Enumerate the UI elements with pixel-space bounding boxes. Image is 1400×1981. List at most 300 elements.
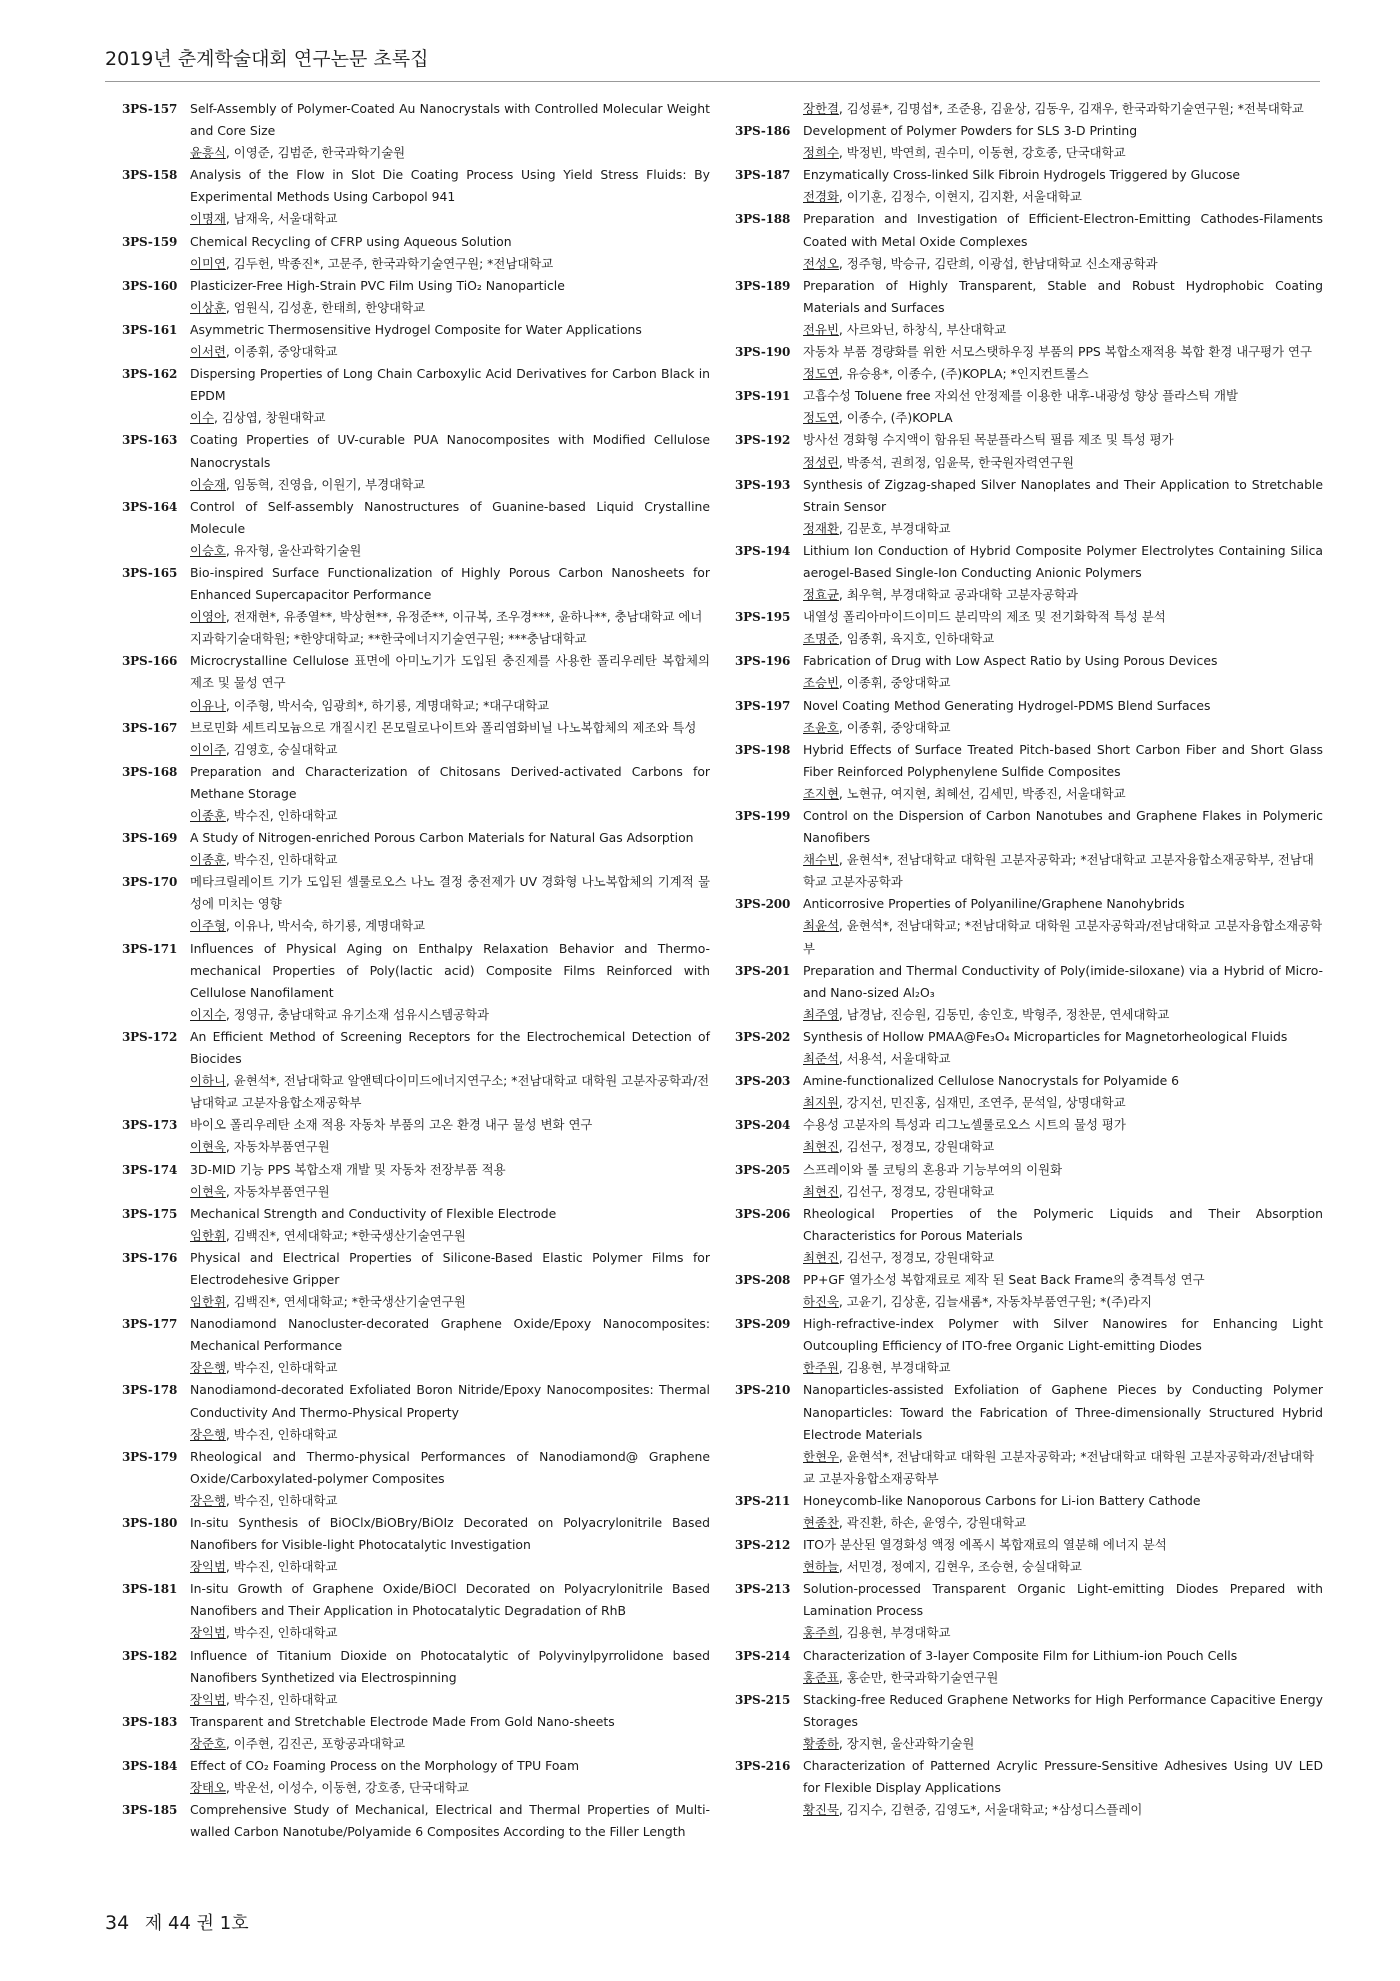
entry-authors [803, 849, 1323, 893]
entry-authors [190, 341, 710, 363]
entry-id: 3PS-214 [735, 1648, 791, 1663]
entry-title: Preparation and Thermal Conductivity of Poly(imide-siloxane) via a Hybrid of Micro- and Nano-sized Al₂O₃ [803, 962, 1323, 1000]
entry-title: Self-Assembly of Polymer-Coated Au Nanocrystals with Controlled Molecular Weight and Core Size [190, 101, 710, 139]
entry-id: 3PS-188 [735, 212, 791, 227]
entry-id: 3PS-206 [735, 1206, 791, 1221]
entry-id: 3PS-163 [122, 433, 178, 448]
entry-id: 3PS-197 [735, 698, 791, 713]
abstract-entry [122, 1159, 710, 1203]
presenting-author: 이이주 [190, 741, 226, 757]
co-authors-affiliation: , 윤현석*, 전남대학교; *전남대학교 대학원 고분자공학과/전남대학교 고분자융합소재공학부 [803, 918, 1323, 956]
co-authors-affiliation: , 김영호, 숭실대학교 [225, 741, 338, 757]
entry-id: 3PS-165 [122, 565, 178, 580]
co-authors-affiliation: , 노현규, 여지현, 최혜선, 김세민, 박종진, 서울대학교 [838, 785, 1126, 801]
presenting-author: 홍준표 [803, 1669, 839, 1685]
entry-authors [190, 1136, 710, 1158]
entry-title: 3D-MID 기능 PPS 복합소재 개발 및 자동차 전장부품 적용 [190, 1161, 506, 1177]
entry-authors [803, 1667, 1323, 1689]
abstract-entry [735, 650, 1323, 694]
abstract-entry [735, 120, 1323, 164]
entry-authors [190, 1424, 710, 1446]
entry-title: In-situ Synthesis of BiOClx/BiOBry/BiOIz Decorated on Polyacrylonitrile Based Nanofibers for Visible-light Photocatalytic Investigation [190, 1515, 710, 1553]
entry-authors [190, 1004, 710, 1026]
presenting-author: 정효균 [803, 587, 839, 603]
entry-title: Analysis of the Flow in Slot Die Coating Process Using Yield Stress Fluids: By Experimental Methods Using Carbopol 941 [190, 167, 710, 205]
co-authors-affiliation: , 강지선, 민진홍, 심재민, 조연주, 문석일, 상명대학교 [838, 1095, 1126, 1111]
presenting-author: 조지현 [803, 785, 839, 801]
abstract-entry [735, 739, 1323, 805]
entry-id: 3PS-180 [122, 1516, 178, 1530]
presenting-author: 최현진 [803, 1249, 839, 1265]
co-authors-affiliation: , 전재현*, 유종열**, 박상현**, 유정준**, 이규복, 조우경***, 윤하나**, 충남대학교 에너지과학기술대학원; *한양대학교; **한국에너지기술연구원; ***충남대학교 [190, 609, 703, 647]
abstract-entry [122, 231, 710, 275]
entry-authors [190, 1689, 710, 1711]
entry-id: 3PS-185 [122, 1803, 178, 1818]
co-authors-affiliation: , 박수진, 인하대학교 [225, 1360, 338, 1376]
entry-authors [803, 1181, 1323, 1203]
entry-authors [190, 142, 710, 164]
abstract-entry [735, 385, 1323, 429]
entry-id: 3PS-179 [122, 1449, 178, 1464]
co-authors-affiliation: , 이주현, 김진곤, 포항공과대학교 [225, 1735, 406, 1751]
co-authors-affiliation: , 이종수, (주)KOPLA [838, 410, 953, 426]
page-footer [105, 1909, 249, 1935]
entry-authors [803, 1446, 1323, 1490]
entry-id: 3PS-176 [122, 1250, 178, 1265]
abstract-entry [122, 429, 710, 495]
co-authors-affiliation: , 박수진, 인하대학교 [225, 1426, 338, 1442]
co-authors-affiliation: , 사르와닌, 하창식, 부산대학교 [838, 321, 1007, 337]
entry-authors [190, 1622, 710, 1644]
co-authors-affiliation: , 홍순만, 한국과학기술연구원 [838, 1669, 999, 1685]
entry-authors [190, 1291, 710, 1313]
entry-id: 3PS-192 [735, 433, 791, 448]
co-authors-affiliation: , 서민경, 정예지, 김현우, 조승현, 숭실대학교 [838, 1559, 1082, 1575]
abstract-entry [735, 1203, 1323, 1269]
co-authors-affiliation: , 이종휘, 중앙대학교 [838, 719, 951, 735]
entry-id: 3PS-209 [735, 1317, 791, 1332]
entry-id: 3PS-174 [122, 1162, 178, 1177]
entry-title: Development of Polymer Powders for SLS 3-D Printing [803, 123, 1138, 139]
entry-id: 3PS-204 [735, 1118, 791, 1133]
entry-authors [803, 717, 1323, 739]
entry-authors [803, 783, 1323, 805]
co-authors-affiliation: , 곽진환, 하손, 윤영수, 강원대학교 [838, 1515, 1027, 1530]
entry-title: Characterization of Patterned Acrylic Pressure-Sensitive Adhesives Using UV LED for Flexible Display Applications [803, 1758, 1323, 1796]
abstract-entry [735, 1490, 1323, 1534]
entry-id: 3PS-172 [122, 1029, 178, 1044]
entry-title: PP+GF 열가소성 복합재료로 제작 된 Seat Back Frame의 충격특성 연구 [803, 1271, 1205, 1287]
presenting-author: 전성오 [803, 255, 839, 271]
right-column [735, 98, 1323, 1821]
entry-title: Dispersing Properties of Long Chain Carboxylic Acid Derivatives for Carbon Black in EPDM [190, 366, 710, 404]
abstract-entry [735, 606, 1323, 650]
entry-title: ITO가 분산된 열경화성 액정 에폭시 복합재료의 열분해 에너지 분석 [803, 1537, 1167, 1553]
abstract-entry [735, 1755, 1323, 1821]
co-authors-affiliation: , 김선구, 정경모, 강원대학교 [838, 1249, 995, 1265]
entry-authors [190, 739, 710, 761]
presenting-author: 이승재 [190, 476, 226, 492]
entry-id: 3PS-182 [122, 1648, 178, 1663]
left-column [122, 98, 710, 1843]
entry-id: 3PS-164 [122, 499, 178, 514]
volume-label: 제 44 권 1호 [144, 1913, 249, 1934]
entry-id: 3PS-187 [735, 168, 791, 183]
abstract-entry [122, 650, 710, 716]
presenting-author: 조명준 [803, 631, 839, 647]
abstract-entry [122, 496, 710, 562]
entry-authors [803, 628, 1323, 650]
entry-authors [803, 1733, 1323, 1755]
entry-id: 3PS-195 [735, 610, 791, 625]
entry-authors [803, 1004, 1323, 1026]
entry-authors [190, 253, 710, 275]
entry-id: 3PS-157 [122, 102, 178, 116]
entry-id: 3PS-158 [122, 168, 178, 183]
entry-id: 3PS-199 [735, 809, 791, 823]
abstract-entry [735, 341, 1323, 385]
co-authors-affiliation: , 자동차부품연구원 [225, 1139, 330, 1155]
entry-title: 수용성 고분자의 특성과 리그노셀룰로오스 시트의 물성 평가 [803, 1117, 1126, 1133]
co-authors-affiliation: , 임종휘, 육지호, 인하대학교 [838, 631, 995, 647]
abstract-entry [122, 1379, 710, 1445]
abstract-entry [122, 1247, 710, 1313]
entry-title: Bio-inspired Surface Functionalization of Highly Porous Carbon Nanosheets for Enhanced Supercapacitor Performance [190, 564, 710, 603]
co-authors-affiliation: , 이주형, 박서숙, 임광희*, 하기룡, 계명대학교; *대구대학교 [225, 697, 550, 713]
presenting-author: 정희수 [803, 145, 839, 161]
entry-authors [803, 98, 1323, 120]
entry-authors [190, 606, 710, 650]
entry-authors [803, 1048, 1323, 1070]
abstract-entry [122, 1578, 710, 1644]
entry-id: 3PS-167 [122, 720, 178, 735]
entry-authors [803, 186, 1323, 208]
abstract-entry [735, 960, 1323, 1026]
entry-id: 3PS-193 [735, 477, 791, 492]
co-authors-affiliation: , 김지수, 김현중, 김영도*, 서울대학교; *삼성디스플레이 [838, 1802, 1143, 1818]
presenting-author: 정도연 [803, 410, 839, 426]
entry-authors [803, 1512, 1323, 1534]
abstract-entry [735, 1689, 1323, 1755]
presenting-author: 정재환 [803, 520, 839, 536]
co-authors-affiliation: , 박운선, 이성수, 이동현, 강호종, 단국대학교 [225, 1780, 469, 1796]
co-authors-affiliation: , 이유나, 박서숙, 하기룡, 계명대학교 [225, 918, 426, 934]
abstract-entry [735, 1269, 1323, 1313]
presenting-author: 장익범 [190, 1559, 226, 1575]
presenting-author: 한주원 [803, 1360, 839, 1376]
co-authors-affiliation: , 남경남, 진승원, 김동민, 송인호, 박형주, 정찬문, 연세대학교 [838, 1006, 1170, 1022]
entry-title: Transparent and Stretchable Electrode Made From Gold Nano-sheets [190, 1713, 615, 1729]
entry-authors [190, 208, 710, 230]
abstract-entry [735, 1645, 1323, 1689]
presenting-author: 최윤석 [803, 918, 839, 934]
entry-authors [803, 142, 1323, 164]
entry-authors [803, 1357, 1323, 1379]
co-authors-affiliation: , 김선구, 정경모, 강원대학교 [838, 1139, 995, 1155]
entry-id: 3PS-171 [122, 941, 178, 956]
presenting-author: 이하니 [190, 1073, 226, 1089]
entry-id: 3PS-215 [735, 1692, 791, 1707]
entry-id: 3PS-201 [735, 963, 791, 978]
presenting-author: 한현우 [803, 1448, 839, 1464]
entry-title: Nanodiamond Nanocluster-decorated Graphene Oxide/Epoxy Nanocomposites: Mechanical Performance [190, 1316, 710, 1354]
entry-authors [190, 1357, 710, 1379]
entry-authors [803, 1556, 1323, 1578]
entry-title: 내열성 폴리아마이드이미드 분리막의 제조 및 전기화학적 특성 분석 [803, 609, 1166, 625]
co-authors-affiliation: , 유자형, 울산과학기술원 [225, 542, 362, 558]
abstract-entry [122, 1114, 710, 1158]
entry-authors [190, 915, 710, 937]
abstract-entry [735, 429, 1323, 473]
presenting-author: 이현욱 [190, 1139, 226, 1155]
presenting-author: 이승호 [190, 542, 226, 558]
entry-title: Synthesis of Hollow PMAA@Fe₃O₄ Microparticles for Magnetorheological Fluids [803, 1028, 1288, 1044]
entry-authors [190, 1777, 710, 1799]
page-number: 34 [105, 1912, 130, 1934]
entry-id: 3PS-212 [735, 1538, 791, 1553]
abstract-entry [735, 1313, 1323, 1379]
entry-title: Amine-functionalized Cellulose Nanocrystals for Polyamide 6 [803, 1073, 1180, 1089]
presenting-author: 장은행 [190, 1492, 226, 1508]
entry-authors [190, 849, 710, 871]
presenting-author: 정성린 [803, 454, 839, 470]
entry-authors [190, 1181, 710, 1203]
co-authors-affiliation: , 박정빈, 박연희, 권수미, 이동현, 강호종, 단국대학교 [838, 145, 1126, 161]
presenting-author: 장한결 [803, 101, 839, 116]
co-authors-affiliation: , 김성륜*, 김명섭*, 조준용, 김윤상, 김동우, 김재우, 한국과학기술연구원; *전북대학교 [838, 101, 1304, 116]
co-authors-affiliation: , 박수진, 인하대학교 [225, 808, 338, 823]
entry-title: Nanodiamond-decorated Exfoliated Boron Nitride/Epoxy Nanocomposites: Thermal Conductivity And Thermo-Physical Property [190, 1382, 710, 1420]
entry-title: 자동차 부품 경량화를 위한 서모스탯하우징 부품의 PPS 복합소재적용 복합 환경 내구평가 연구 [803, 344, 1312, 360]
entry-title: Synthesis of Zigzag-shaped Silver Nanoplates and Their Application to Stretchable Strain Sensor [803, 476, 1323, 514]
entry-title: Honeycomb-like Nanoporous Carbons for Li-ion Battery Cathode [803, 1492, 1201, 1508]
entry-title: Solution-processed Transparent Organic Light-emitting Diodes Prepared with Lamination Process [803, 1581, 1323, 1619]
co-authors-affiliation: , 이종휘, 중앙대학교 [225, 344, 338, 360]
entry-authors [803, 915, 1323, 959]
entry-title: An Efficient Method of Screening Receptors for the Electrochemical Detection of Biocides [190, 1028, 710, 1067]
entry-title: 메타크릴레이트 기가 도입된 셀룰로오스 나노 결정 충전제가 UV 경화형 나노복합체의 기계적 물성에 미치는 영향 [190, 874, 710, 912]
presenting-author: 이현욱 [190, 1183, 226, 1199]
entry-title: Physical and Electrical Properties of Silicone-Based Elastic Polymer Films for Electrodehesive Gripper [190, 1249, 710, 1287]
entry-id: 3PS-168 [122, 764, 178, 779]
abstract-entry [122, 1711, 710, 1755]
abstract-entry [122, 1799, 710, 1843]
presenting-author: 이주형 [190, 918, 226, 934]
entry-id: 3PS-190 [735, 345, 791, 360]
entry-title: High-refractive-index Polymer with Silver Nanowires for Enhancing Light Outcoupling Efficiency of ITO-free Organic Light-emitting Diodes [803, 1316, 1323, 1354]
abstract-entry [735, 1578, 1323, 1644]
abstract-entry [735, 805, 1323, 893]
entry-title: Chemical Recycling of CFRP using Aqueous Solution [190, 233, 512, 249]
entry-authors [190, 1225, 710, 1247]
entry-title: Rheological and Thermo-physical Performances of Nanodiamond@ Graphene Oxide/Carboxylated-polymer Composites [190, 1448, 710, 1486]
entry-authors [803, 584, 1323, 606]
abstract-entry [735, 1379, 1323, 1489]
co-authors-affiliation: , 김문호, 부경대학교 [838, 520, 951, 536]
entry-authors [803, 518, 1323, 540]
co-authors-affiliation: , 정주형, 박승규, 김란희, 이광섭, 한남대학교 신소재공학과 [838, 255, 1158, 271]
entry-authors [803, 452, 1323, 474]
abstract-entry [122, 1446, 710, 1512]
entry-id: 3PS-189 [735, 278, 791, 293]
abstract-entry [735, 1070, 1323, 1114]
co-authors-affiliation: , 박수진, 인하대학교 [225, 852, 338, 868]
co-authors-affiliation: , 서용석, 서울대학교 [838, 1051, 951, 1067]
entry-title: Control on the Dispersion of Carbon Nanotubes and Graphene Flakes in Polymeric Nanofibers [803, 808, 1323, 846]
co-authors-affiliation: , 박종석, 권희정, 임윤묵, 한국원자력연구원 [838, 454, 1074, 470]
entry-id: 3PS-186 [735, 124, 791, 139]
entry-title: Coating Properties of UV-curable PUA Nanocomposites with Modified Cellulose Nanocrystals [190, 432, 710, 470]
entry-title: Nanoparticles-assisted Exfoliation of Gaphene Pieces by Conducting Polymer Nanoparticles: Toward the Fabrication of Three-dimensionally Structured Hybrid Electrode Materials [803, 1382, 1323, 1442]
entry-title: 브로민화 세트리모늄으로 개질시킨 몬모릴로나이트와 폴리염화비닐 나노복합체의 제조와 특성 [190, 719, 697, 735]
presenting-author: 채수빈 [803, 852, 839, 868]
entry-title: Stacking-free Reduced Graphene Networks for High Performance Capacitive Energy Storages [803, 1691, 1323, 1729]
entry-authors [803, 1291, 1323, 1313]
entry-title: Effect of CO₂ Foaming Process on the Morphology of TPU Foam [190, 1758, 580, 1774]
entry-id: 3PS-159 [122, 234, 178, 249]
presenting-author: 황종하 [803, 1735, 839, 1751]
presenting-author: 장준호 [190, 1735, 226, 1751]
entry-title: 방사선 경화형 수지액이 함유된 목분플라스틱 필름 제조 및 특성 평가 [803, 432, 1174, 448]
co-authors-affiliation: , 엄원식, 김성훈, 한태희, 한양대학교 [225, 299, 426, 315]
entry-title: Preparation and Investigation of Efficient-Electron-Emitting Cathodes-Filaments Coated with Metal Oxide Complexes [803, 211, 1323, 249]
entry-authors [803, 319, 1323, 341]
entry-title: Mechanical Strength and Conductivity of Flexible Electrode [190, 1205, 557, 1221]
presenting-author: 장태오 [190, 1780, 226, 1796]
entry-authors [803, 253, 1323, 275]
entry-id: 3PS-177 [122, 1317, 178, 1332]
presenting-author: 전유빈 [803, 321, 839, 337]
co-authors-affiliation: , 임동혁, 진영읍, 이원기, 부경대학교 [225, 476, 426, 492]
co-authors-affiliation: , 김용현, 부경대학교 [838, 1360, 951, 1376]
presenting-author: 이종훈 [190, 852, 226, 868]
presenting-author: 최현진 [803, 1139, 839, 1155]
entry-title: Comprehensive Study of Mechanical, Electrical and Thermal Properties of Multi-walled Carbon Nanotube/Polyamide 6 Composites According to the Filler Length [190, 1802, 710, 1840]
entry-id: 3PS-198 [735, 742, 791, 757]
co-authors-affiliation: , 박수진, 인하대학교 [225, 1691, 338, 1707]
presenting-author: 최지원 [803, 1095, 839, 1111]
abstract-entry [735, 1534, 1323, 1578]
co-authors-affiliation: , 윤현석*, 전남대학교 대학원 고분자공학과; *전남대학교 대학원 고분자공학과/전남대학교 고분자융합소재공학부 [803, 1448, 1315, 1486]
abstract-entry [122, 1313, 710, 1379]
entry-authors [803, 1622, 1323, 1644]
abstract-entry [122, 562, 710, 650]
header-title: 2019년 춘계학술대회 연구논문 초록집 [105, 48, 429, 70]
presenting-author: 이유나 [190, 697, 226, 713]
presenting-author: 홍주희 [803, 1625, 839, 1641]
co-authors-affiliation: , 이종휘, 중앙대학교 [838, 675, 951, 691]
abstract-entry [735, 540, 1323, 606]
entry-title: In-situ Growth of Graphene Oxide/BiOCl Decorated on Polyacrylonitrile Based Nanofibers and Their Application in Photocatalytic Degradation of RhB [190, 1581, 710, 1619]
abstract-entry [735, 164, 1323, 208]
entry-authors [803, 363, 1323, 385]
entry-id: 3PS-183 [122, 1714, 178, 1729]
abstract-entry [735, 474, 1323, 540]
presenting-author: 이영아 [190, 609, 226, 625]
entry-title: Hybrid Effects of Surface Treated Pitch-based Short Carbon Fiber and Short Glass Fiber Reinforced Polyphenylene Sulfide Composites [803, 741, 1323, 779]
entry-title: Influence of Titanium Dioxide on Photocatalytic of Polyvinylpyrrolidone based Nanofibers Synthetized via Electrospinning [190, 1647, 710, 1685]
entry-title: Anticorrosive Properties of Polyaniline/Graphene Nanohybrids [803, 896, 1185, 912]
entry-authors [803, 1092, 1323, 1114]
entry-id: 3PS-181 [122, 1582, 178, 1597]
entry-authors [190, 407, 710, 429]
co-authors-affiliation: , 김두헌, 박종진*, 고문주, 한국과학기술연구원; *전남대학교 [225, 255, 554, 271]
entry-authors [803, 1136, 1323, 1158]
co-authors-affiliation: , 남재욱, 서울대학교 [225, 211, 338, 227]
abstract-entry [735, 275, 1323, 341]
entry-id: 3PS-178 [122, 1383, 178, 1398]
entry-id: 3PS-210 [735, 1383, 791, 1398]
entry-authors [803, 407, 1323, 429]
abstract-entry [735, 208, 1323, 274]
entry-title: Preparation and Characterization of Chitosans Derived-activated Carbons for Methane Storage [190, 763, 710, 801]
entry-id: 3PS-202 [735, 1029, 791, 1044]
presenting-author: 장은행 [190, 1360, 226, 1376]
entry-title: Rheological Properties of the Polymeric Liquids and Their Absorption Characteristics for Porous Materials [803, 1205, 1323, 1243]
abstract-entry [122, 1203, 710, 1247]
presenting-author: 최주영 [803, 1006, 839, 1022]
entry-title: Microcrystalline Cellulose 표면에 아미노기가 도입된 충진제를 사용한 폴리우레탄 복합체의 제조 및 물성 연구 [190, 653, 710, 691]
presenting-author: 최준석 [803, 1051, 839, 1067]
entry-id: 3PS-200 [735, 897, 791, 912]
entry-authors [190, 297, 710, 319]
presenting-author: 정도연 [803, 366, 839, 382]
presenting-author: 장익범 [190, 1625, 226, 1641]
co-authors-affiliation: , 유승용*, 이종수, (주)KOPLA; *인지컨트롤스 [838, 366, 1089, 382]
co-authors-affiliation: , 김백진*, 연세대학교; *한국생산기술연구원 [225, 1294, 466, 1310]
presenting-author: 장익범 [190, 1691, 226, 1707]
entry-id: 3PS-196 [735, 654, 791, 669]
entry-title: A Study of Nitrogen-enriched Porous Carbon Materials for Natural Gas Adsorption [190, 830, 694, 846]
abstract-entry [735, 1159, 1323, 1203]
presenting-author: 장은행 [190, 1426, 226, 1442]
entry-authors [190, 1070, 710, 1114]
co-authors-affiliation: , 이영준, 김범준, 한국과학기술원 [225, 145, 406, 161]
co-authors-affiliation: , 김상엽, 창원대학교 [213, 410, 326, 426]
entry-id: 3PS-191 [735, 389, 791, 404]
presenting-author: 현종찬 [803, 1515, 839, 1530]
entry-id: 3PS-184 [122, 1759, 178, 1774]
entry-authors [190, 1556, 710, 1578]
presenting-author: 조승빈 [803, 675, 839, 691]
abstract-entry [122, 1645, 710, 1711]
entry-authors [803, 1799, 1323, 1821]
co-authors-affiliation: , 고윤기, 김상훈, 김늘새롬*, 자동차부품연구원; *(주)라지 [838, 1294, 1152, 1310]
entry-id: 3PS-169 [122, 831, 178, 846]
co-authors-affiliation: , 윤현석*, 전남대학교 알앤텍다이미드에너지연구소; *전남대학교 대학원 고분자공학과/전남대학교 고분자융합소재공학부 [190, 1073, 710, 1111]
abstract-entry [735, 893, 1323, 959]
presenting-author: 이서련 [190, 344, 226, 360]
presenting-author: 전경화 [803, 189, 839, 205]
entry-title: Influences of Physical Aging on Enthalpy Relaxation Behavior and Thermo-mechanical Properties of Poly(lactic acid) Composite Films Reinforced with Cellulose Nanofilament [190, 940, 710, 1000]
presenting-author: 이종훈 [190, 808, 226, 823]
abstract-entry [735, 98, 1323, 120]
co-authors-affiliation: , 자동차부품연구원 [225, 1183, 330, 1199]
abstract-entry [122, 363, 710, 429]
presenting-author: 임한휘 [190, 1227, 226, 1243]
presenting-author: 임한휘 [190, 1294, 226, 1310]
co-authors-affiliation: , 이기훈, 김정수, 이현지, 김지환, 서울대학교 [838, 189, 1082, 205]
presenting-author: 윤흥식 [190, 145, 226, 161]
entry-authors [190, 1490, 710, 1512]
abstract-entry [122, 717, 710, 761]
entry-id: 3PS-213 [735, 1582, 791, 1597]
presenting-author: 황진묵 [803, 1802, 839, 1818]
entry-title: Novel Coating Method Generating Hydrogel-PDMS Blend Surfaces [803, 697, 1211, 713]
presenting-author: 이상훈 [190, 299, 226, 315]
presenting-author: 이명재 [190, 211, 226, 227]
co-authors-affiliation: , 박수진, 인하대학교 [225, 1559, 338, 1575]
